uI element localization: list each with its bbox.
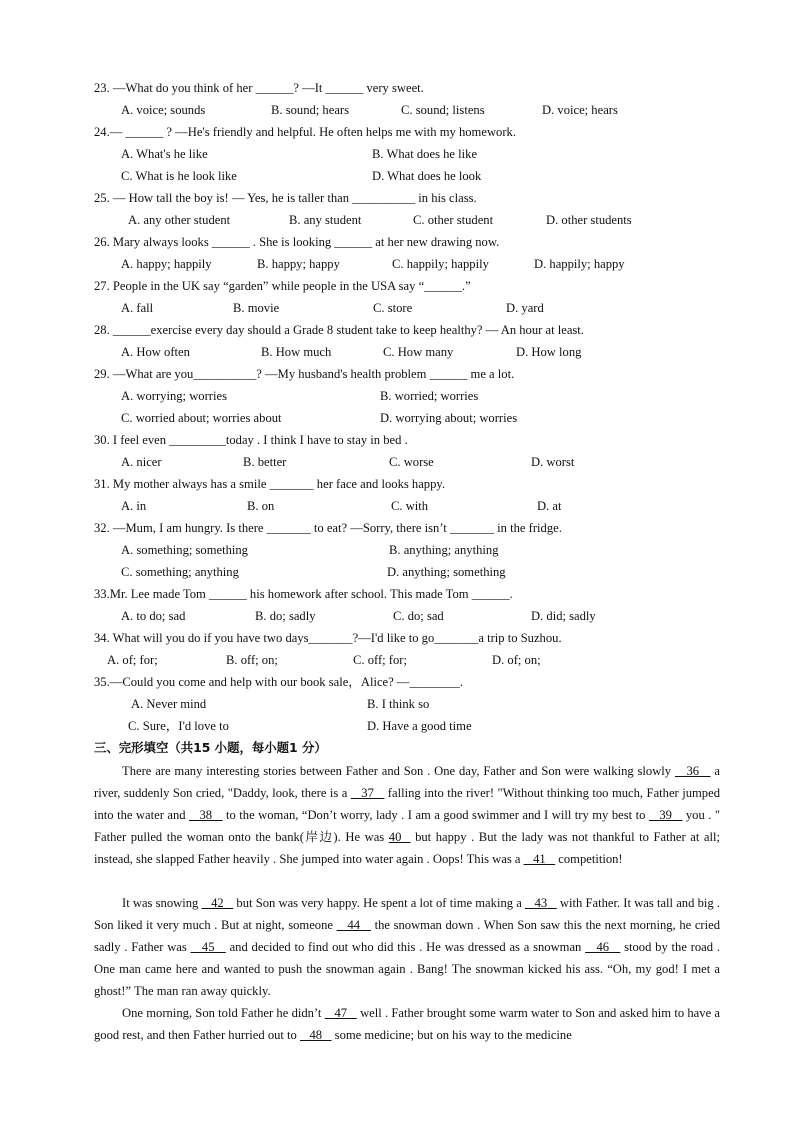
blank-47: 47	[334, 1006, 348, 1020]
option-c: C. What is he look like	[121, 169, 237, 183]
option-b: B. happy; happy	[257, 257, 340, 271]
option-c: C. How many	[383, 345, 454, 359]
text: the snowman down . When Son saw this the next morning, he cried sadly . Father was	[94, 918, 721, 954]
question-26: 26. Mary always looks ______ . She is looking ______ at her new drawing now.	[94, 235, 500, 249]
option-a: A. fall	[121, 301, 154, 315]
option-a: A. nicer	[121, 455, 162, 469]
option-b: B. sound; hears	[271, 103, 350, 117]
blank-39: 39	[659, 808, 672, 822]
cloze-paragraph-3	[94, 1002, 720, 1046]
option-a: A. in	[121, 499, 147, 513]
option-c: C. Sure，I'd love to	[128, 719, 229, 733]
blank-43: 43	[534, 896, 548, 910]
option-d: D. anything; something	[387, 565, 506, 579]
option-b: B. do; sadly	[255, 609, 316, 623]
option-c: C. something; anything	[121, 565, 239, 579]
blank-36: 36	[686, 764, 700, 778]
text: you . " Father pulled the woman onto the bank(岸边). He was	[94, 808, 721, 844]
question-35: 35.—Could you come and help with our book sale，Alice? —________.	[94, 675, 464, 689]
option-a: A. How often	[121, 345, 190, 359]
option-b: B. better	[243, 455, 287, 469]
option-a: A. something; something	[121, 543, 248, 557]
option-a: A. happy; happily	[121, 257, 212, 271]
option-b: B. How much	[261, 345, 332, 359]
question-28: 28. ______exercise every day should a Grade 8 student take to keep healthy? — An hour at least.	[94, 323, 584, 337]
option-c: C. happily; happily	[392, 257, 489, 271]
option-b: B. worried; worries	[380, 389, 479, 403]
option-d: D. Have a good time	[367, 719, 472, 733]
option-d: D. did; sadly	[531, 609, 596, 623]
text: It was snowing	[122, 896, 202, 910]
question-31: 31. My mother always has a smile _______ her face and looks happy.	[94, 477, 446, 491]
question-30: 30. I feel even _________today . I think I have to stay in bed .	[94, 433, 408, 447]
text: with Father. It was tall and big . Son liked it very much . But at night, someone	[94, 896, 721, 932]
text: to the woman, “Don’t worry, lady . I am a good swimmer and I will try my best to	[222, 808, 649, 822]
question-29: 29. —What are you__________? —My husband's health problem ______ me a lot.	[94, 367, 515, 381]
option-d: D. worrying about; worries	[380, 411, 518, 425]
blank-41: 41	[533, 852, 546, 866]
text: but happy . But the lady was not thankful to Father at all; instead, she slapped Father heavily . She jumped into water again . Oops! This was a	[94, 830, 720, 866]
option-a: A. of; for;	[107, 653, 158, 667]
option-a: A. What's he like	[121, 147, 208, 161]
text: but Son was very happy. He spent a lot of time making a	[233, 896, 525, 910]
option-c: C. worse	[389, 455, 434, 469]
option-c: C. worried about; worries about	[121, 411, 282, 425]
text: One morning, Son told Father he didn’t	[122, 1006, 325, 1020]
blank-38: 38	[199, 808, 213, 822]
option-c: C. do; sad	[393, 609, 444, 623]
option-c: C. store	[373, 301, 413, 315]
option-d: D. yard	[506, 301, 544, 315]
option-a: A. any other student	[128, 213, 231, 227]
option-b: B. I think so	[367, 697, 430, 711]
option-b: B. movie	[233, 301, 280, 315]
option-b: B. any student	[289, 213, 362, 227]
question-24: 24.— ______ ? —He's friendly and helpful. He often helps me with my homework.	[94, 125, 516, 139]
blank-44: 44	[347, 918, 361, 932]
option-a: A. worrying; worries	[121, 389, 227, 403]
blank-45: 45	[201, 940, 215, 954]
option-d: D. What does he look	[372, 169, 482, 183]
text: stood by the road . One man came here and wanted to push the snowman again . Bang! The snowman kicked his ass. “Oh, my god! I met a ghost!” The man ran away quickly.	[94, 940, 720, 998]
text: a river, suddenly Son cried, "Daddy, look, there is a	[94, 764, 720, 800]
text: and decided to find out who did this . He was dressed as a snowman	[225, 940, 586, 954]
option-d: D. happily; happy	[534, 257, 625, 271]
question-25: 25. — How tall the boy is! — Yes, he is taller than __________ in his class.	[94, 191, 477, 205]
option-c: C. with	[391, 499, 429, 513]
option-d: D. of; on;	[492, 653, 541, 667]
blank-40: 40	[388, 830, 402, 844]
option-b: B. on	[247, 499, 275, 513]
option-b: B. What does he like	[372, 147, 478, 161]
question-33: 33.Mr. Lee made Tom ______ his homework after school. This made Tom ______.	[94, 587, 513, 601]
option-c: C. other student	[413, 213, 494, 227]
blank-37: 37	[361, 786, 374, 800]
option-c: C. off; for;	[353, 653, 407, 667]
text: There are many interesting stories between Father and Son . One day, Father and Son were walking slowly	[122, 764, 675, 778]
option-d: D. How long	[516, 345, 582, 359]
cloze-paragraph-1	[94, 760, 720, 870]
section-heading: 三、完形填空（共15 小题，每小题1 分）	[94, 740, 327, 755]
option-a: A. to do; sad	[121, 609, 186, 623]
text: some medicine; but on his way to the medicine	[331, 1028, 572, 1042]
cloze-paragraph-2	[94, 892, 720, 1002]
option-a: A. voice; sounds	[121, 103, 206, 117]
blank-46: 46	[596, 940, 610, 954]
text: falling into the river! "Without thinking too much, Father jumped into the water and	[94, 786, 720, 822]
blank-42: 42	[211, 896, 224, 910]
option-b: B. anything; anything	[389, 543, 499, 557]
option-b: B. off; on;	[226, 653, 278, 667]
question-34: 34. What will you do if you have two days_______?—I'd like to go_______a trip to Suzhou.	[94, 631, 562, 645]
option-d: D. other students	[546, 213, 632, 227]
option-d: D. voice; hears	[542, 103, 618, 117]
option-d: D. at	[537, 499, 562, 513]
blank-48: 48	[309, 1028, 323, 1042]
question-32: 32. —Mum, I am hungry. Is there _______ to eat? —Sorry, there isn’t _______ in the fridge.	[94, 521, 562, 535]
question-27: 27. People in the UK say “garden” while people in the USA say “______.”	[94, 279, 471, 293]
text: well . Father brought some warm water to Son and asked him to have a good rest, and then Father hurried out to	[94, 1006, 721, 1042]
option-d: D. worst	[531, 455, 575, 469]
option-a: A. Never mind	[131, 697, 207, 711]
option-c: C. sound; listens	[401, 103, 485, 117]
question-23: 23. —What do you think of her ______? —It ______ very sweet.	[94, 81, 424, 95]
text: competition!	[555, 852, 623, 866]
